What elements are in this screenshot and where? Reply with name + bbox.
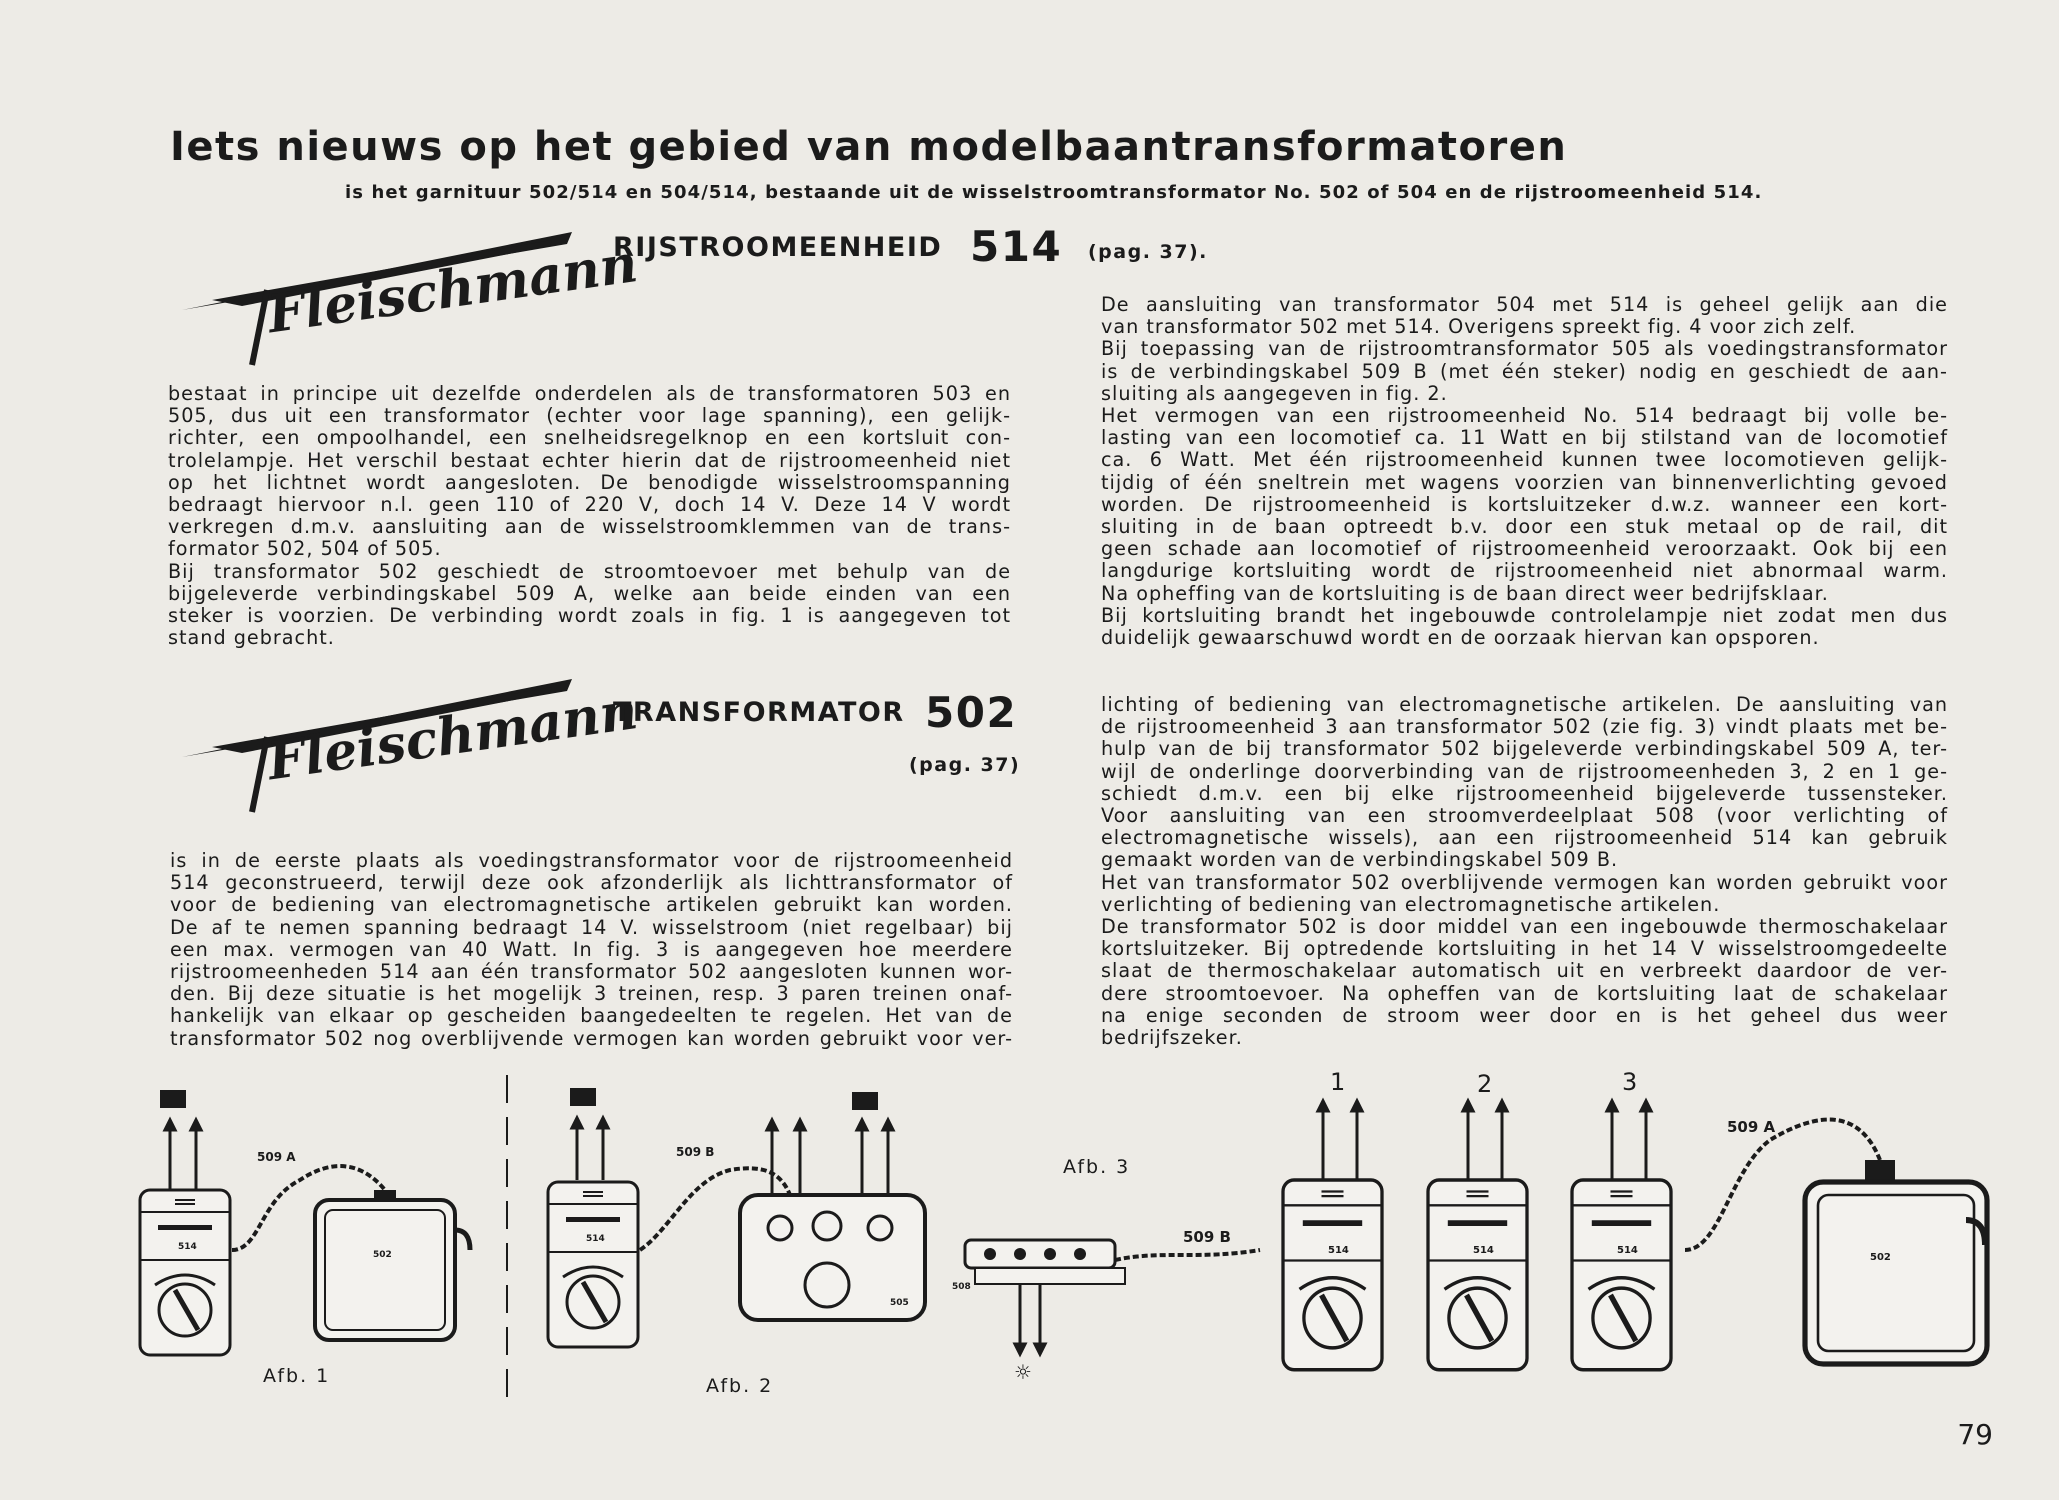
paragraph: Het van transformator 502 overblijvende vermogen kan worden gebruikt voor verlichting of bediening van electromagnetische artikelen. (1101, 870, 1948, 916)
paragraph: Het vermogen van een rijstroomeenheid No. 514 bedraagt bij volle be- lasting van een locomotief ca. 11 Watt en bij stilstand van de locomotief ca. 6 Watt. Met één rijstroomeenheid kunnen twee locomotieven gelijk- tijdig of één sneltrein met wagens voorzien van binnenverlichting gevoed worden. De rijstroomeenheid is kortsluitzeker d.w.z. wanneer een kort- sluiting in de baan optreedt b.v. door een stuk metaal op de rail, dit geen schade aan locomotief of rijstroomeenheid veroorzaakt. Ook bij een langdurige kortsluiting wordt de rijstroomeenheid niet abnormaal warm. Na opheffing van de kortsluiting is de baan direct weer bedrijfsklaar. (1101, 404, 1948, 605)
figure-label-afb1: Afb. 1 (263, 1365, 331, 1387)
locomotive-icon (160, 1090, 186, 1108)
figure-afb1 (140, 1090, 470, 1355)
paragraph: Bij transformator 502 geschiedt de stroomtoevoer met behulp van de bijgeleverde verbindingskabel 509 A, welke aan beide einden van een steker is voorzien. De verbinding wordt zoals in fig. 1 is aangegeven tot stand gebracht. (168, 559, 1011, 650)
unit-label: 514 (1328, 1245, 1349, 1256)
svg-text:Fleischmann: Fleischmann (263, 680, 642, 793)
figure-afb2 (548, 1088, 925, 1347)
fleischmann-logo-1 (172, 220, 642, 370)
paragraph: Bij kortsluiting brandt het ingebouwde controlelampje niet zodat men dus duidelijk gewaarschuwd wordt en de oorzaak hiervan kan opsporen. (1101, 603, 1948, 650)
svg-text:Fleischmann: Fleischmann (263, 233, 642, 346)
cable-label: 509 B (1183, 1228, 1231, 1246)
paragraph: De aansluiting van transformator 504 met 514 is geheel gelijk aan die van transformator 502 met 514. Overigens spreekt fig. 4 voor zich zelf. (1101, 293, 1948, 339)
section1-page-ref: (pag. 37). (1088, 241, 1208, 263)
unit-label: 514 (1473, 1245, 1494, 1256)
lamp-icon: ☼ (1014, 1360, 1032, 1384)
trafo-label: 502 (373, 1250, 392, 1260)
section2-heading: TRANSFORMATOR (613, 697, 905, 728)
section1-heading: RIJSTROOMEENHEID (613, 232, 943, 263)
section2-left-text (170, 850, 1013, 1050)
paragraph: Bij toepassing van de rijstroomtransformator 505 als voedingstransformator is de verbindingskabel 509 B (met één steker) nodig en geschiedt de aan- sluiting als aangegeven in fig. 2. (1101, 337, 1948, 405)
trafo-label: 505 (890, 1298, 909, 1308)
figure-label-afb3: Afb. 3 (1063, 1156, 1131, 1178)
figure-afb3 (965, 1105, 1987, 1370)
section1-left-text (168, 383, 1011, 649)
unit-label: 514 (586, 1234, 605, 1244)
unit-number-3: 3 (1622, 1068, 1640, 1096)
paragraph: bestaat in principe uit dezelfde onderdelen als de transformatoren 503 en 505, dus uit een transformator (echter voor lage spanning), een gelijk- richter, een ompoolhandel, een snelheidsregelknop en een kortsluit con- trolelampje. Het verschil bestaat echter hierin dat de rijstroomeenheid niet op het lichtnet wordt aangesloten. De benodigde wisselstroomspanning bedraagt hiervoor n.l. geen 110 of 220 V, doch 14 V. Deze 14 V wordt verkregen d.m.v. aansluiting aan de wisselstroomklemmen van de trans- formator 502, 504 of 505. (168, 382, 1011, 561)
section1-right-text (1101, 294, 1948, 649)
page-number: 79 (1957, 1418, 1993, 1451)
unit-number-1: 1 (1330, 1068, 1348, 1096)
section1-number: 514 (970, 222, 1063, 271)
cable-label: 509 A (257, 1150, 296, 1164)
cable-label: 509 B (676, 1145, 715, 1159)
paragraph: lichting of bediening van electromagnetische artikelen. De aansluiting van de rijstroomeenheid 3 aan transformator 502 (zie fig. 3) vindt plaats met be- hulp van de bij transformator 502 bijgeleverde verbindingskabel 509 A, ter- wijl de onderlinge doorverbinding van de rijstroomeenheden 3, 2 en 1 ge- schiedt d.m.v. een bij elke rijstroomeenheid bijgeleverde tussensteker. Voor aansluiting van een stroomverdeelplaat 508 (voor verlichting of electromagnetische wissels), aan een rijstroomeenheid 514 kan gebruik gemaakt worden van de verbindingskabel 509 B. (1101, 693, 1948, 872)
paragraph: De transformator 502 is door middel van een ingebouwde thermoschakelaar kortsluitzeker. Bij optredende kortsluiting in het 14 V wisselstroomgedeelte slaat de thermoschakelaar automatisch uit en verbreekt daardoor de ver- dere stroomtoevoer. Na opheffen van de kortsluiting laat de schakelaar na enige seconden de stroom weer door en is het geheel dus weer bedrijfszeker. (1101, 915, 1948, 1050)
fleischmann-logo-2 (172, 667, 642, 817)
page-subtitle: is het garnituur 502/514 en 504/514, bestaande uit de wisselstroomtransformator No. 502 of 504 en de rijstroomeenheid 514. (345, 182, 1763, 203)
paragraph: is in de eerste plaats als voedingstransformator voor de rijstroomeenheid 514 geconstrueerd, terwijl deze ook afzonderlijk als lichttransformator of voor de bediening van electromagnetische artikelen gebruikt kan worden. De af te nemen spanning bedraagt 14 V. wisselstroom (niet regelbaar) bij een max. vermogen van 40 Watt. In fig. 3 is aangegeven hoe meerdere rijstroomeenheden 514 aan één transformator 502 aangesloten kunnen wor- den. Bij deze situatie is het mogelijk 3 treinen, resp. 3 paren treinen onaf- hankelijk van elkaar op gescheiden baangedeelten te regelen. Het van de transformator 502 nog overblijvende vermogen kan worden gebruikt voor ver- (170, 849, 1013, 1050)
cable-label: 509 A (1727, 1118, 1776, 1136)
figure-label-afb2: Afb. 2 (706, 1375, 774, 1397)
unit-label: 514 (1617, 1245, 1638, 1256)
unit-number-2: 2 (1477, 1070, 1495, 1098)
unit-label: 514 (178, 1242, 197, 1252)
plate-label: 508 (952, 1282, 971, 1292)
section2-right-text (1101, 694, 1948, 1049)
page-title: Iets nieuws op het gebied van modelbaantransformatoren (170, 124, 1568, 170)
section2-number: 502 (925, 688, 1018, 737)
trafo-label: 502 (1870, 1252, 1891, 1263)
section2-page-ref: (pag. 37) (909, 754, 1021, 776)
